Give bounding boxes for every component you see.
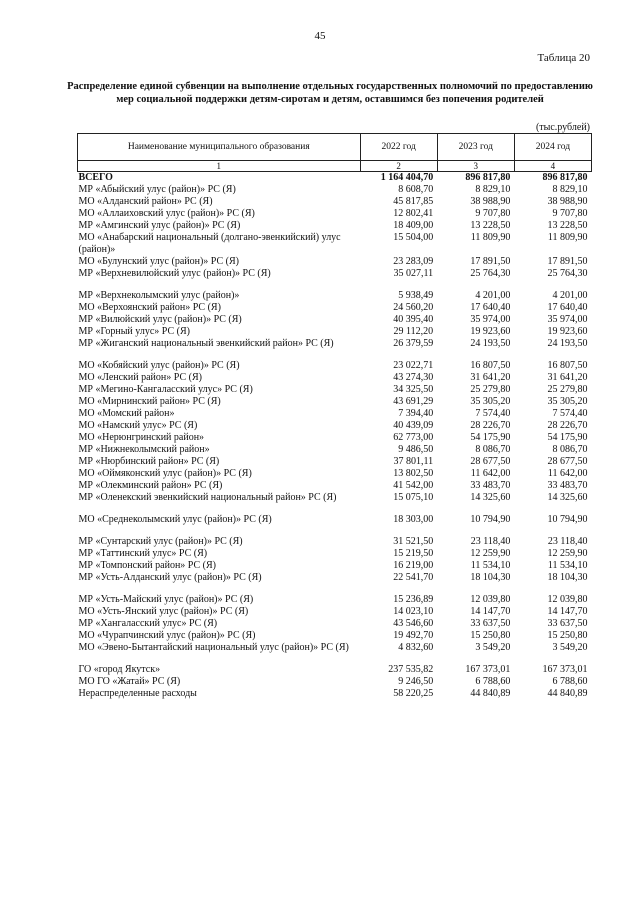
value-2023-cell: 16 807,50 [470, 360, 511, 371]
table-row [78, 196, 592, 208]
value-2024-cell: 12 259,90 [547, 548, 588, 559]
municipality-name-cell: МО «Среднеколымский улус (район)» РС (Я) [78, 514, 272, 525]
value-2024-cell: 25 764,30 [547, 268, 588, 279]
value-2022-cell: 29 112,20 [393, 326, 434, 337]
value-2023-cell: 9 707,80 [475, 208, 511, 219]
table-body [78, 172, 592, 701]
header-number-row [78, 161, 592, 172]
value-2024-cell: 167 373,01 [542, 664, 588, 675]
value-2022-cell: 7 394,40 [398, 408, 434, 419]
municipality-name-cell: МР «Верхневилюйский улус (район)» РС (Я) [78, 268, 271, 279]
value-2024-cell: 15 250,80 [547, 630, 588, 641]
value-2022-cell: 8 608,70 [398, 184, 434, 195]
value-2023-cell: 8 086,70 [475, 444, 511, 455]
municipality-name-cell: МО «Алданский район» РС (Я) [78, 196, 213, 207]
municipality-name-cell: МР «Таттинский улус» РС (Я) [78, 548, 208, 559]
spacer-cell [78, 526, 592, 536]
municipality-name-cell: МО «Чурапчинский улус (район)» РС (Я) [78, 630, 256, 641]
value-2022-cell: 19 492,70 [393, 630, 434, 641]
value-2024-cell: 18 104,30 [547, 572, 588, 583]
value-2024-cell: 33 637,50 [547, 618, 588, 629]
value-2022-cell: 15 219,50 [393, 548, 434, 559]
value-2024-cell: 11 809,90 [547, 232, 588, 243]
municipality-name-cell: МО «Нерюнгринский район» [78, 432, 205, 443]
value-2023-cell: 35 974,00 [470, 314, 511, 325]
value-2022-cell: 43 274,30 [393, 372, 434, 383]
table-title [60, 80, 600, 106]
value-2023-cell: 24 193,50 [470, 338, 511, 349]
table-row [78, 256, 592, 268]
table-row [78, 432, 592, 444]
value-2022-cell: 43 691,29 [393, 396, 434, 407]
value-2023-cell: 14 147,70 [470, 606, 511, 617]
value-2023-cell: 28 226,70 [470, 420, 511, 431]
municipality-name-cell: МО «Мирнинский район» РС (Я) [78, 396, 221, 407]
municipality-name-cell: МР «Сунтарский улус (район)» РС (Я) [78, 536, 243, 547]
value-2023-cell: 15 250,80 [470, 630, 511, 641]
value-2022-cell: 18 303,00 [393, 514, 434, 525]
value-2022-cell: 23 283,09 [393, 256, 434, 267]
spacer-cell [78, 350, 592, 360]
value-2024-cell: 13 228,50 [547, 220, 588, 231]
unit-label: (тыс.рублей) [535, 122, 590, 133]
value-2022-cell: 22 541,70 [393, 572, 434, 583]
title-line: Распределение единой субвенции на выполнение отдельных государственных полномочий по предоставлению [67, 81, 593, 92]
value-2022-cell: 45 817,85 [393, 196, 434, 207]
value-2022-cell: 4 832,60 [398, 642, 434, 653]
value-2023-cell: 54 175,90 [470, 432, 511, 443]
municipality-name-cell: МР «Олекминский район» РС (Я) [78, 480, 223, 491]
table-row [78, 220, 592, 232]
table-row [78, 492, 592, 504]
value-2023-cell: 31 641,20 [470, 372, 511, 383]
municipality-name-cell: МР «Абыйский улус (район)» РС (Я) [78, 184, 236, 195]
municipality-name-cell: ГО «город Якутск» [78, 664, 161, 675]
col-header-2023: 2023 год [437, 134, 514, 161]
value-2022-cell: 43 546,60 [393, 618, 434, 629]
value-2024-cell: 7 574,40 [552, 408, 588, 419]
col-header-2024: 2024 год [514, 134, 591, 161]
page-number: 45 [314, 30, 326, 42]
value-2022-cell: 9 486,50 [398, 444, 434, 455]
value-2024-cell: 6 788,60 [552, 676, 588, 687]
value-2023-cell: 35 305,20 [470, 396, 511, 407]
spacer-row [78, 584, 592, 594]
table-row [78, 456, 592, 468]
table-row [78, 268, 592, 280]
value-2023-cell: 17 640,40 [470, 302, 511, 313]
table-row [78, 208, 592, 220]
municipality-name-cell: МО «Аллаиховский улус (район)» РС (Я) [78, 208, 255, 219]
spacer-row [78, 350, 592, 360]
municipality-name-cell: МО «Ленский район» РС (Я) [78, 372, 202, 383]
value-2024-cell: 19 923,60 [547, 326, 588, 337]
value-2024-cell: 44 840,89 [547, 688, 588, 699]
value-2022-cell: 15 075,10 [393, 492, 434, 503]
value-2024-cell: 33 483,70 [547, 480, 588, 491]
value-2023-cell: 4 201,00 [475, 290, 511, 301]
value-2023-cell: 18 104,30 [470, 572, 511, 583]
value-2024-cell: 35 305,20 [547, 396, 588, 407]
table-row [78, 572, 592, 584]
municipality-name-cell: ВСЕГО [78, 172, 113, 183]
table-row [78, 326, 592, 338]
table-row [78, 372, 592, 384]
table-row [78, 338, 592, 350]
spacer-cell [78, 654, 592, 664]
municipality-name-cell: Нераспределенные расходы [78, 688, 197, 699]
value-2023-cell: 28 677,50 [470, 456, 511, 467]
spacer-cell [78, 584, 592, 594]
value-2023-cell: 38 988,90 [470, 196, 511, 207]
table-row [78, 630, 592, 642]
value-2023-cell: 11 809,90 [470, 232, 511, 243]
value-2024-cell: 14 325,60 [547, 492, 588, 503]
value-2023-cell: 3 549,20 [475, 642, 511, 653]
value-2023-cell: 25 279,80 [470, 384, 511, 395]
value-2022-cell: 40 439,09 [393, 420, 434, 431]
col-number: 2 [360, 161, 437, 172]
municipality-name-cell: МО «Усть-Янский улус (район)» РС (Я) [78, 606, 249, 617]
municipality-name-cell: МО ГО «Жатай» РС (Я) [78, 676, 181, 687]
value-2022-cell: 23 022,71 [393, 360, 434, 371]
col-header-name: Наименование муниципального образования [78, 134, 361, 161]
value-2024-cell: 23 118,40 [547, 536, 588, 547]
municipality-name-cell: МО «Анабарский национальный (долгано-эвенкийский) улус (район)» [78, 232, 341, 255]
value-2023-cell: 33 637,50 [470, 618, 511, 629]
value-2024-cell: 28 226,70 [547, 420, 588, 431]
value-2023-cell: 14 325,60 [470, 492, 511, 503]
table-row [78, 606, 592, 618]
value-2024-cell: 38 988,90 [547, 196, 588, 207]
value-2024-cell: 9 707,80 [552, 208, 588, 219]
header-row [78, 134, 592, 161]
municipality-name-cell: МР «Горный улус» РС (Я) [78, 326, 190, 337]
total-row [78, 172, 592, 185]
value-2022-cell: 35 027,11 [393, 268, 434, 279]
table-row [78, 688, 592, 700]
table-row [78, 514, 592, 526]
table-row [78, 184, 592, 196]
municipality-name-cell: МР «Мегино-Кангаласский улус» РС (Я) [78, 384, 253, 395]
table-row [78, 314, 592, 326]
municipality-name-cell: МО «Кобяйский улус (район)» РС (Я) [78, 360, 240, 371]
value-2023-cell: 12 259,90 [470, 548, 511, 559]
value-2023-cell: 33 483,70 [470, 480, 511, 491]
spacer-row [78, 526, 592, 536]
value-2023-cell: 8 829,10 [475, 184, 511, 195]
table-row [78, 302, 592, 314]
municipality-name-cell: МР «Хангаласский улус» РС (Я) [78, 618, 218, 629]
municipality-name-cell: МР «Томпонский район» РС (Я) [78, 560, 216, 571]
value-2023-cell: 10 794,90 [470, 514, 511, 525]
value-2022-cell: 26 379,59 [393, 338, 434, 349]
table-row [78, 468, 592, 480]
value-2024-cell: 54 175,90 [547, 432, 588, 443]
value-2024-cell: 10 794,90 [547, 514, 588, 525]
value-2024-cell: 896 817,80 [542, 172, 588, 183]
table-row [78, 594, 592, 606]
value-2024-cell: 24 193,50 [547, 338, 588, 349]
value-2022-cell: 31 521,50 [393, 536, 434, 547]
col-number: 1 [78, 161, 361, 172]
table-row [78, 642, 592, 654]
table-row [78, 664, 592, 676]
value-2023-cell: 896 817,80 [465, 172, 511, 183]
table-row [78, 232, 592, 256]
value-2024-cell: 17 640,40 [547, 302, 588, 313]
value-2024-cell: 17 891,50 [547, 256, 588, 267]
table-row [78, 560, 592, 572]
municipality-name-cell: МО «Булунский улус (район)» РС (Я) [78, 256, 239, 267]
value-2023-cell: 25 764,30 [470, 268, 511, 279]
value-2022-cell: 37 801,11 [393, 456, 434, 467]
value-2023-cell: 44 840,89 [470, 688, 511, 699]
value-2023-cell: 23 118,40 [470, 536, 511, 547]
municipality-name-cell: МР «Оленекский эвенкийский национальный район» РС (Я) [78, 492, 337, 503]
value-2023-cell: 11 534,10 [470, 560, 511, 571]
value-2022-cell: 62 773,00 [393, 432, 434, 443]
value-2023-cell: 6 788,60 [475, 676, 511, 687]
value-2023-cell: 7 574,40 [475, 408, 511, 419]
municipality-name-cell: МО «Намский улус» РС (Я) [78, 420, 198, 431]
municipality-name-cell: МР «Верхнеколымский улус (район)» [78, 290, 240, 301]
value-2022-cell: 15 504,00 [393, 232, 434, 243]
value-2022-cell: 24 560,20 [393, 302, 434, 313]
table-row [78, 290, 592, 302]
value-2023-cell: 19 923,60 [470, 326, 511, 337]
value-2022-cell: 9 246,50 [398, 676, 434, 687]
spacer-row [78, 280, 592, 290]
table-row [78, 408, 592, 420]
value-2022-cell: 34 325,50 [393, 384, 434, 395]
value-2024-cell: 3 549,20 [552, 642, 588, 653]
municipality-name-cell: МО «Оймяконский улус (район)» РС (Я) [78, 468, 252, 479]
table-row [78, 536, 592, 548]
value-2022-cell: 237 535,82 [388, 664, 434, 675]
value-2022-cell: 40 395,40 [393, 314, 434, 325]
value-2022-cell: 14 023,10 [393, 606, 434, 617]
municipality-name-cell: МР «Нижнеколымский район» [78, 444, 210, 455]
table-row [78, 420, 592, 432]
table-row [78, 360, 592, 372]
spacer-cell [78, 504, 592, 514]
municipality-name-cell: МО «Верхоянский район» РС (Я) [78, 302, 221, 313]
col-header-2022: 2022 год [360, 134, 437, 161]
value-2022-cell: 16 219,00 [393, 560, 434, 571]
value-2024-cell: 8 829,10 [552, 184, 588, 195]
spacer-row [78, 504, 592, 514]
value-2024-cell: 28 677,50 [547, 456, 588, 467]
municipality-name-cell: МР «Амгинский улус (район)» РС (Я) [78, 220, 241, 231]
value-2022-cell: 58 220,25 [393, 688, 434, 699]
value-2022-cell: 13 802,50 [393, 468, 434, 479]
col-number: 3 [437, 161, 514, 172]
value-2022-cell: 1 164 404,70 [380, 172, 434, 183]
value-2023-cell: 167 373,01 [465, 664, 511, 675]
value-2022-cell: 5 938,49 [398, 290, 434, 301]
table-row [78, 618, 592, 630]
value-2022-cell: 15 236,89 [393, 594, 434, 605]
municipality-name-cell: МО «Момский район» [78, 408, 175, 419]
table-row [78, 396, 592, 408]
value-2024-cell: 25 279,80 [547, 384, 588, 395]
table-row [78, 548, 592, 560]
spacer-cell [78, 280, 592, 290]
value-2024-cell: 4 201,00 [552, 290, 588, 301]
value-2023-cell: 11 642,00 [470, 468, 511, 479]
col-number: 4 [514, 161, 591, 172]
title-line: мер социальной поддержки детям-сиротам и детям, оставшимся без попечения родителей [116, 94, 544, 105]
value-2022-cell: 41 542,00 [393, 480, 434, 491]
value-2023-cell: 13 228,50 [470, 220, 511, 231]
value-2024-cell: 11 534,10 [547, 560, 588, 571]
table-row [78, 384, 592, 396]
value-2022-cell: 18 409,00 [393, 220, 434, 231]
municipality-name-cell: МР «Вилюйский улус (район)» РС (Я) [78, 314, 242, 325]
value-2024-cell: 8 086,70 [552, 444, 588, 455]
value-2024-cell: 31 641,20 [547, 372, 588, 383]
value-2024-cell: 11 642,00 [547, 468, 588, 479]
value-2024-cell: 12 039,80 [547, 594, 588, 605]
value-2024-cell: 14 147,70 [547, 606, 588, 617]
table-label: Таблица 20 [537, 52, 590, 64]
spacer-row [78, 654, 592, 664]
municipality-name-cell: МО «Эвено-Бытантайский национальный улус (район)» РС (Я) [78, 642, 349, 653]
municipality-name-cell: МР «Нюрбинский район» РС (Я) [78, 456, 220, 467]
value-2024-cell: 16 807,50 [547, 360, 588, 371]
subvention-table [77, 133, 592, 700]
value-2023-cell: 17 891,50 [470, 256, 511, 267]
table-row [78, 444, 592, 456]
value-2024-cell: 35 974,00 [547, 314, 588, 325]
table-row [78, 480, 592, 492]
municipality-name-cell: МР «Усть-Майский улус (район)» РС (Я) [78, 594, 254, 605]
municipality-name-cell: МР «Усть-Алданский улус (район)» РС (Я) [78, 572, 262, 583]
value-2022-cell: 12 802,41 [393, 208, 434, 219]
table-row [78, 676, 592, 688]
municipality-name-cell: МР «Жиганский национальный эвенкийский район» РС (Я) [78, 338, 334, 349]
value-2023-cell: 12 039,80 [470, 594, 511, 605]
